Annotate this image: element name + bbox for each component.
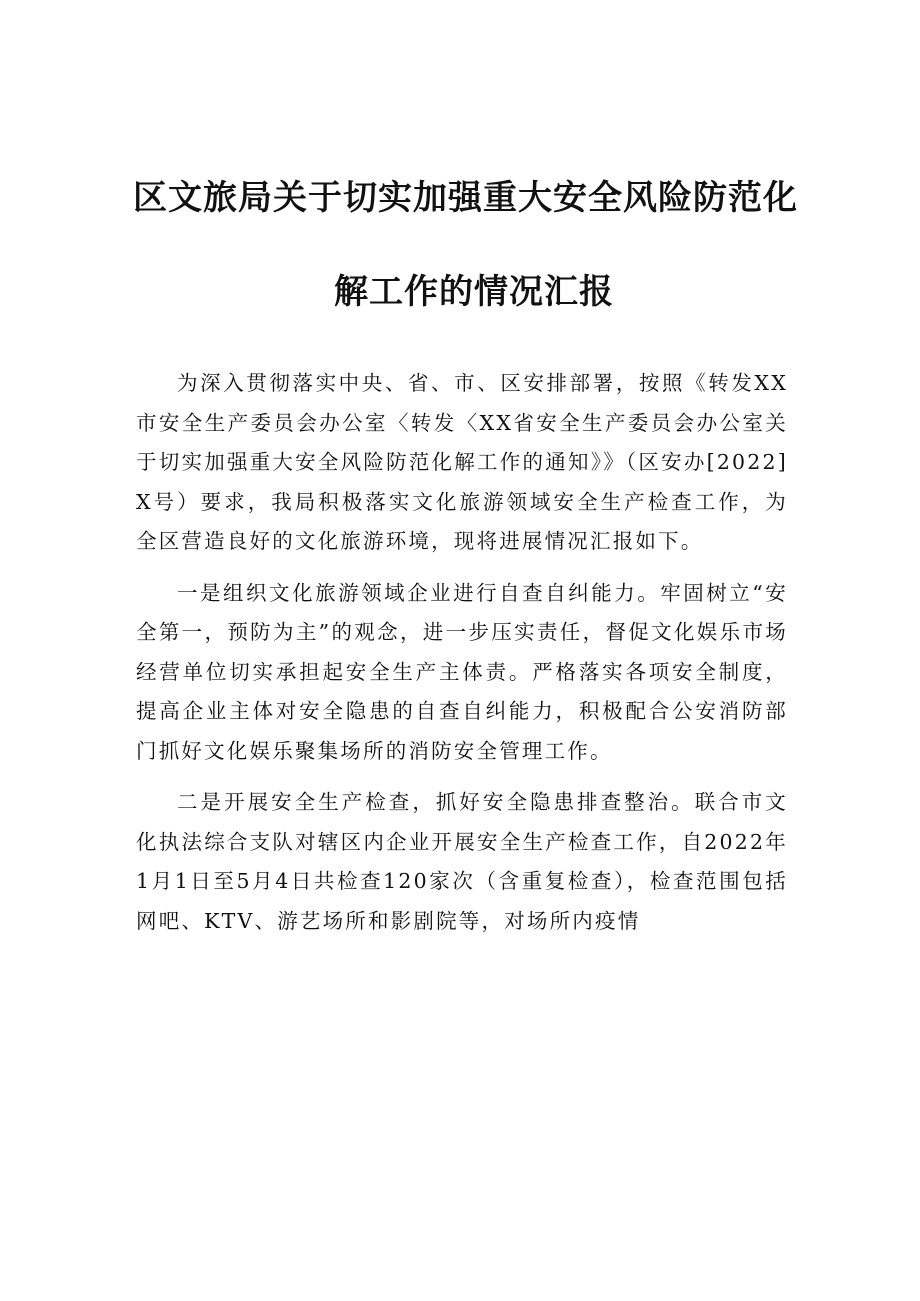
paragraph-point-two: 二是开展安全生产检查，抓好安全隐患排查整治。联合市文化执法综合支队对辖区内企业开展安全生产检查工作，自2022年1月1日至5月4日共检查120家次（含重复检查），检查范围包括网吧、KTV、游艺场所和影剧院等，对场所内疫情 — [136, 790, 788, 933]
paragraph-intro: 为深入贯彻落实中央、省、市、区安排部署，按照《转发XX市安全生产委员会办公室〈转发〈XX省安全生产委员会办公室关于切实加强重大安全风险防范化解工作的通知》》（区安办[2022]X号）要求，我局积极落实文化旅游领域安全生产检查工作，为全区营造良好的文化旅游环境，现将进展情况汇报如下。 — [136, 371, 788, 553]
document-body — [136, 364, 788, 953]
document-title-line-2: 解工作的情况汇报 — [334, 272, 614, 312]
document-title-line-1: 区文旅局关于切实加强重大安全风险防范化 — [133, 178, 798, 218]
paragraph-point-one: 一是组织文化旅游领域企业进行自查自纠能力。牢固树立“安全第一，预防为主”的观念，进一步压实责任，督促文化娱乐市场经营单位切实承担起安全生产主体责。严格落实各项安全制度，提高企业主体对安全隐患的自查自纠能力，积极配合公安消防部门抓好文化娱乐聚集场所的消防安全管理工作。 — [136, 580, 788, 763]
